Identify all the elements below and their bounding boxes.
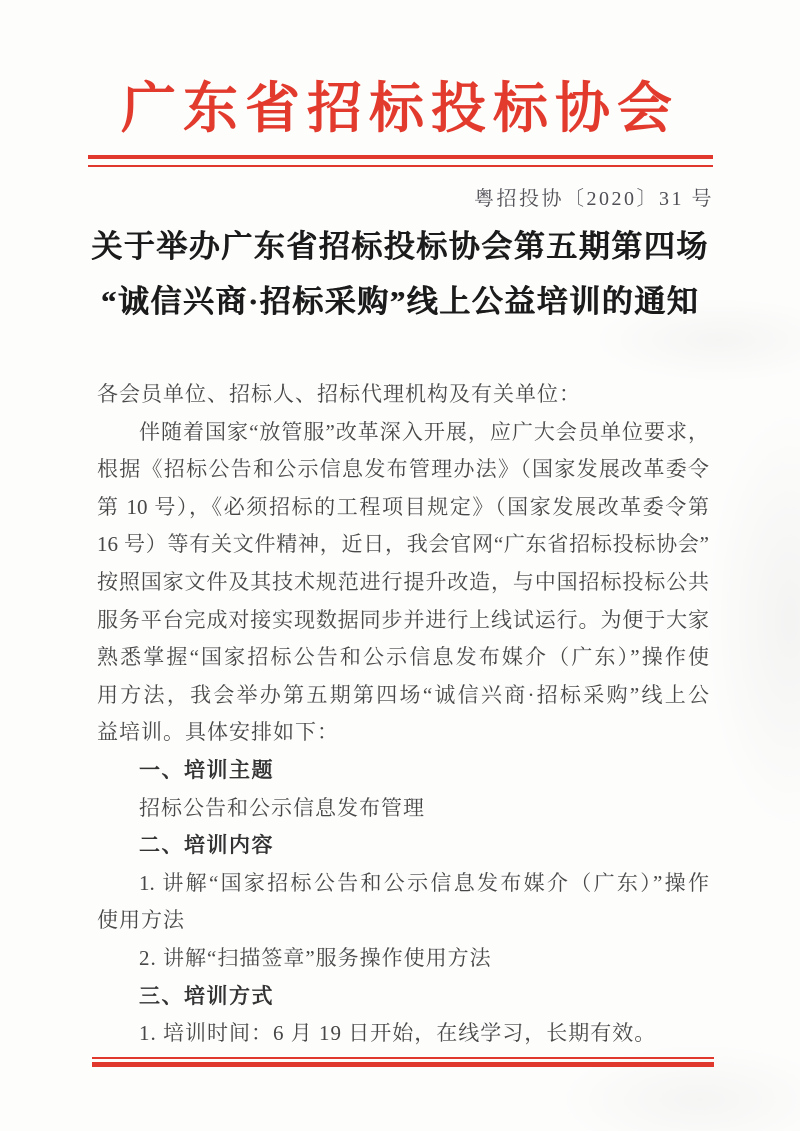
body-line: 1. 讲解“国家招标公告和公示信息发布媒介（广东）”操作: [139, 870, 709, 895]
body-line: 2. 讲解“扫描签章”服务操作使用方法: [139, 945, 492, 970]
body-line: 第 10 号），《必须招标的工程项目规定》（国家发展改革委令第: [97, 494, 709, 519]
body-line: 益培训。具体安排如下：: [97, 720, 339, 745]
section-heading: 三、培训方式: [139, 984, 274, 1008]
body-line: 服务平台完成对接实现数据同步并进行上线试运行。为便于大家: [97, 607, 709, 632]
body-line: 招标公告和公示信息发布管理: [139, 795, 425, 820]
body-line: 熟悉掌握“国家招标公告和公示信息发布媒介（广东）”操作使: [97, 645, 709, 670]
body-line: 伴随着国家“放管服”改革深入开展，应广大会员单位要求，: [139, 419, 709, 444]
footer-separator: [92, 1057, 714, 1067]
body-line: 各会员单位、招标人、招标代理机构及有关单位：: [97, 382, 581, 406]
body-line: 按照国家文件及其技术规范进行提升改造，与中国招标投标公共: [97, 569, 709, 594]
header-separator: [88, 155, 713, 167]
notice-title-line2: “诚信兴商·招标采购”线上公益培训的通知: [100, 284, 700, 319]
header-separator-thin-line: [88, 165, 713, 167]
section-heading: 一、培训主题: [139, 758, 274, 782]
body-line: 用方法，我会举办第五期第四场“诚信兴商·招标采购”线上公: [97, 682, 709, 707]
notice-title-line1: 关于举办广东省招标投标协会第五期第四场: [91, 229, 709, 264]
body-line: 根据《招标公告和公示信息发布管理办法》（国家发展改革委令: [97, 457, 709, 482]
footer-separator-thick-line: [92, 1062, 714, 1067]
body-line: 1. 培训时间：6 月 19 日开始，在线学习，长期有效。: [139, 1021, 657, 1046]
document-body: [97, 376, 709, 1053]
body-line: 16 号）等有关文件精神，近日，我会官网“广东省招标投标协会”: [97, 532, 709, 557]
section-heading: 二、培训内容: [139, 834, 274, 858]
letterhead-title: 广东省招标投标协会: [120, 78, 679, 139]
notice-title: [0, 219, 800, 329]
document-number: 粤招投协〔2020〕31 号: [474, 188, 714, 210]
body-line: 使用方法: [97, 908, 185, 933]
